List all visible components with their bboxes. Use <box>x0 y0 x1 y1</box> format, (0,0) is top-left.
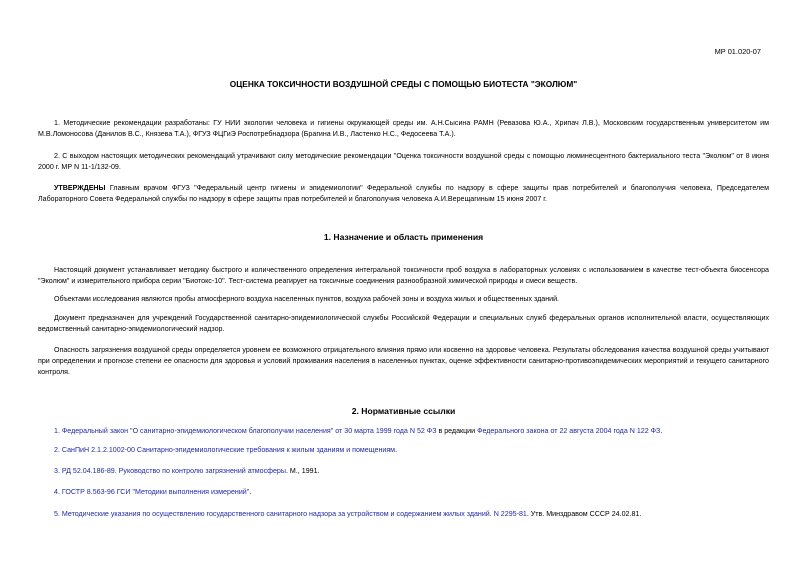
reference-tail: . <box>660 427 663 435</box>
reference-number: 2. <box>54 446 62 454</box>
reference-number: 3. <box>54 467 62 475</box>
section-1-paragraph-1: Настоящий документ устанавливает методику быстрого и количественного определения интегральной токсичности проб воздуха в лабораторных условиях с использованием в качестве тест-объекта биосенсора "Эколюм" и измерительного прибора серии "Биотокс-10". Тест-система реагирует на токсичные соединения разнообразной химической природы и смеси веществ. <box>38 266 769 285</box>
reference-number: 1. <box>54 427 62 435</box>
document-title: ОЦЕНКА ТОКСИЧНОСТИ ВОЗДУШНОЙ СРЕДЫ С ПОМОЩЬЮ БИОТЕСТА "ЭКОЛЮМ" <box>229 79 578 89</box>
reference-item <box>54 510 641 518</box>
section-1-paragraph-3: Документ предназначен для учреждений Государственной санитарно-эпидемиологической службы Российской Федерации и специальных служб федеральных органов исполнительной власти, осуществляющих ведомственный санитарно-эпидемиологический надзор. <box>38 314 769 333</box>
reference-tail: . М., 1991. <box>285 467 320 475</box>
reference-link-guidelines[interactable]: Методические указания по осуществлению государственного санитарного надзора за устройством и содержанием жилых зданий. N 2295-81 <box>61 510 527 518</box>
intro-paragraph-2: 2. С выходом настоящих методических рекомендаций утрачивают силу методические рекомендации "Оценка токсичности воздушной среды с помощью люминесцентного бактериального теста "Эколюм" от 8 июня 2000 г. МР N 11-1/132-09. <box>38 152 769 171</box>
reference-link-federal-law-122[interactable]: Федерального закона от 22 августа 2004 года N 122 ФЗ <box>477 427 661 435</box>
reference-link-gost[interactable]: ГОСТР 8.563-96 ГСИ "Методики выполнения измерений" <box>61 488 250 496</box>
reference-item <box>54 427 662 435</box>
reference-link-rd[interactable]: РД 52.04.186-89. Руководство по контролю загрязнений атмосферы <box>61 467 286 475</box>
reference-link-sanpin[interactable]: СанПиН 2.1.2.1002-00 Санитарно-эпидемиологические требования к жилым зданиям и помещениям <box>61 446 396 454</box>
reference-link-federal-law-52[interactable]: Федеральный закон "О санитарно-эпидемиологическом благополучии населения" от 30 марта 1999 года N 52 ФЗ <box>61 427 437 435</box>
reference-item <box>54 467 320 475</box>
reference-number: 5. <box>54 510 62 518</box>
reference-number: 4. <box>54 488 62 496</box>
intro-paragraph-3 <box>38 183 769 205</box>
reference-text: в редакции <box>436 427 478 435</box>
reference-tail: . <box>249 488 252 496</box>
reference-item <box>54 488 251 496</box>
reference-tail: . <box>395 446 398 454</box>
document-code: МР 01.020-07 <box>714 47 761 56</box>
section-2-heading: 2. Нормативные ссылки <box>351 406 456 416</box>
section-1-heading: 1. Назначение и область применения <box>323 232 484 242</box>
approved-label: УТВЕРЖДЕНЫ <box>54 184 106 192</box>
section-1-paragraph-4: Опасность загрязнения воздушной среды определяется уровнем ее возможного отрицательного влияния прямо или косвенно на здоровье человека. Результаты обследования качества воздушной среды учитывают при определении и прогнозе степени ее опасности для здоровья и условий проживания населения в населенных пунктах, оценке эффективности санитарно-противоэпидемических мероприятий и текущего санитарного контроля. <box>38 346 769 376</box>
reference-item <box>54 446 397 454</box>
reference-tail: . Утв. Минздравом СССР 24.02.81. <box>526 510 642 518</box>
approved-text: Главным врачом ФГУЗ "Федеральный центр гигиены и эпидемиологии" Федеральной службы по надзору в сфере защиты прав потребителей и благополучия человека, Председателем Лабораторного Совета Федеральной службы по надзору в сфере защиты прав потребителей и благополучия человека А.И.Верещагиным 15 июня 2007 г. <box>38 184 769 203</box>
section-1-paragraph-2: Объектами исследования являются пробы атмосферного воздуха населенных пунктов, воздуха рабочей зоны и воздуха жилых и общественных зданий. <box>54 295 560 303</box>
intro-paragraph-1: 1. Методические рекомендации разработаны: ГУ НИИ экологии человека и гигиены окружающей среды им. А.Н.Сысина РАМН (Ревазова Ю.А., Хрипач Л.В.), Московским государственным университетом им М.В.Ломоносова (Данилов В.С., Князева Т.А.), ФГУЗ ФЦГиЭ Роспотребнадзора (Брагина И.В., Ластенко Н.С., Федосеева Т.А.). <box>38 119 769 138</box>
